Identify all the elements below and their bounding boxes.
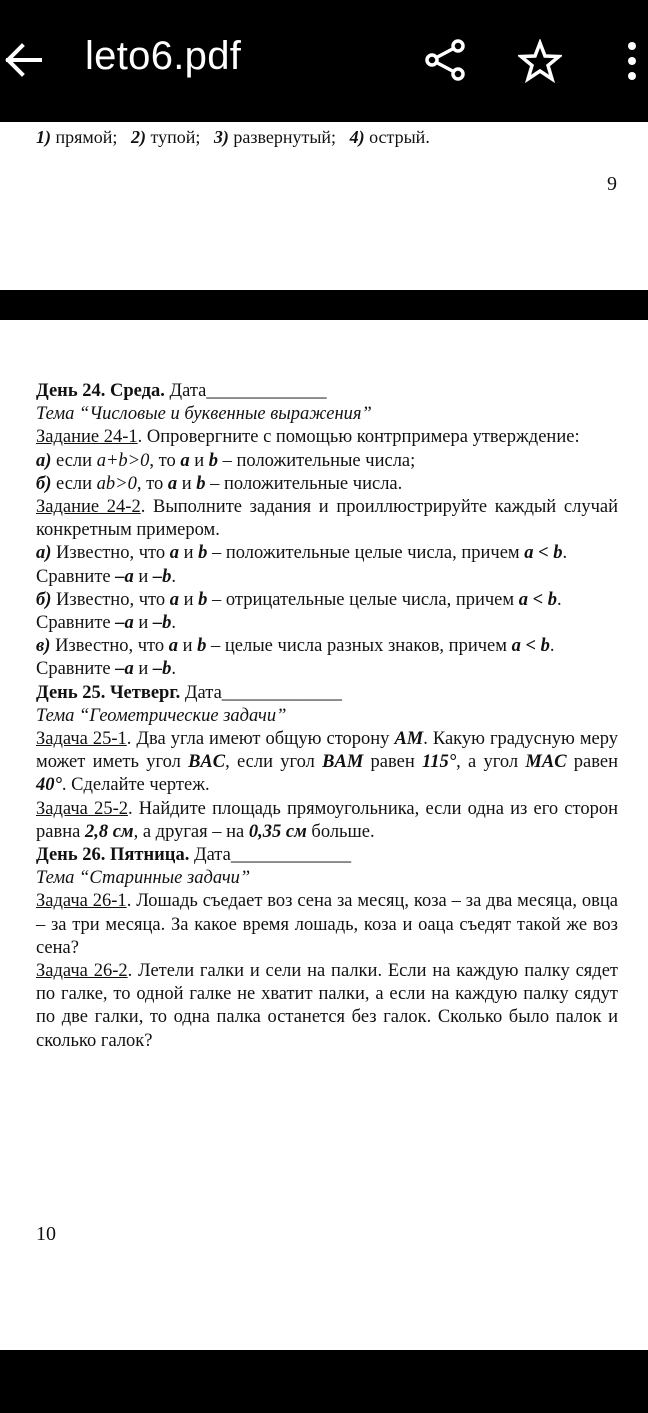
top-app-bar [0, 0, 648, 122]
topic-line: Тема “Старинные задачи” [36, 868, 251, 889]
task-26-2: Задача 26-2. Летели галки и сели на палки. Если на каждую палку сядет по галке, то одной галке не хватит палки, а если на каждую палку сядут по две галки, то одна палка останется без галок. Сколько было палок и сколько галок? [36, 961, 618, 1051]
option-number: 2) [130, 127, 146, 147]
more-vert-icon[interactable] [624, 40, 640, 82]
option-text: прямой; [51, 127, 118, 147]
task-26-1: Задача 26-1. Лошадь съедает воз сена за месяц, коза – за два месяца, овца – за три месяца. За какое время лошадь, коза и оаца съедят такой же воз сена? [36, 891, 618, 958]
day-heading: День 25. Четверг. Дата_____________ [36, 682, 343, 703]
task-24-2-a: а) Известно, что a и b – положительные целые числа, причем a < b. Сравните –a и –b. [36, 543, 568, 587]
pdf-page-10 [0, 320, 648, 1350]
topic-line: Тема “Числовые и буквенные выражения” [36, 404, 372, 425]
task-24-2-b: б) Известно, что a и b – отрицательные целые числа, причем a < b. Сравните –a и –b. [36, 589, 562, 634]
task-25-2: Задача 25-2. Найдите площадь прямоугольника, если одна из его сторон равна 2,8 см, а другая – на 0,35 см больше. [36, 798, 618, 842]
option-text: острый. [364, 127, 430, 147]
star-icon[interactable] [518, 39, 562, 83]
pdf-page-9 [0, 122, 648, 290]
day-heading: День 24. Среда. Дата_____________ [36, 381, 327, 401]
share-icon[interactable] [424, 38, 468, 82]
option-number: 3) [213, 127, 229, 147]
answer-options [36, 127, 430, 148]
day-heading: День 26. Пятница. Дата_____________ [36, 845, 352, 866]
page-number: 10 [36, 1223, 56, 1245]
page-number: 9 [607, 173, 617, 195]
option-text: тупой; [145, 127, 201, 147]
topic-line: Тема “Геометрические задачи” [36, 705, 287, 726]
document-title: leto6.pdf [85, 34, 242, 78]
task-24-1-a: а) если a+b>0, то a и b – положительные числа; [36, 450, 416, 471]
task-24-1-b: б) если ab>0, то a и b – положительные числа. [36, 473, 403, 494]
task-24-2: Задание 24-2. Выполните задания и проиллюстрируйте каждый случай конкретным примером. [36, 497, 618, 541]
task-24-2-c: в) Известно, что a и b – целые числа разных знаков, причем a < b. Сравните –a и –b. [36, 636, 555, 680]
page-content [36, 380, 618, 1053]
task-24-1: Задание 24-1. Опровергните с помощью контрпримера утверждение: [36, 427, 580, 448]
back-arrow-icon[interactable] [2, 36, 44, 84]
task-25-1: Задача 25-1. Два угла имеют общую сторону AM. Какую градусную меру может иметь угол BAC, если угол BAM равен 115°, а угол MAC равен 40°. Сделайте чертеж. [36, 729, 619, 796]
option-number: 1) [36, 127, 51, 147]
option-text: развернутый; [228, 127, 337, 147]
option-number: 4) [349, 127, 365, 147]
